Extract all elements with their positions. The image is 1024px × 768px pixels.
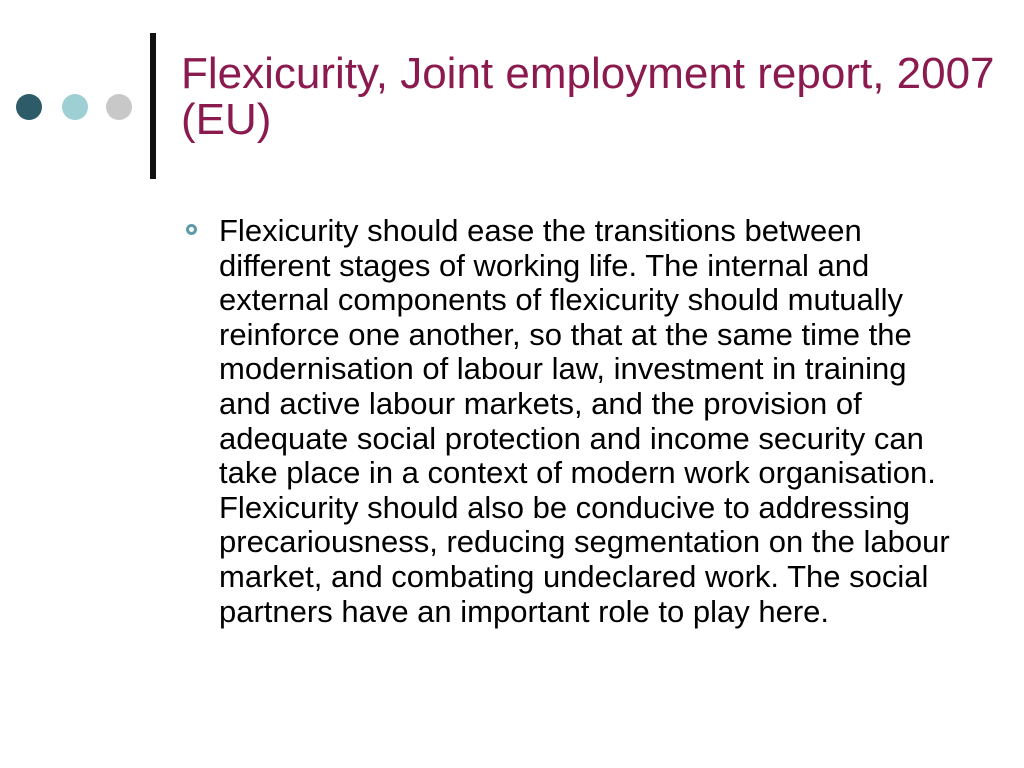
slide-title: Flexicurity, Joint employment report, 2007 (EU)	[181, 49, 995, 144]
title-divider	[150, 33, 156, 179]
hollow-circle-icon	[186, 224, 197, 235]
dot-dark-teal	[16, 94, 42, 120]
dot-light-teal	[62, 94, 88, 120]
decorative-dots	[16, 92, 134, 122]
bullet-text: Flexicurity should ease the transitions between different stages of working life. The internal and external components of flexicurity should mutually reinforce one another, so that at the same time the modernisation of labour law, investment in training and active labour markets, and the provision of adequate social protection and income security can take place in a context of modern work organisation. Flexicurity should also be conducive to addressing precariousness, reducing segmentation on the labour market, and combating undeclared work. The social partners have an important role to play here.	[219, 213, 950, 629]
dot-gray	[106, 94, 132, 120]
